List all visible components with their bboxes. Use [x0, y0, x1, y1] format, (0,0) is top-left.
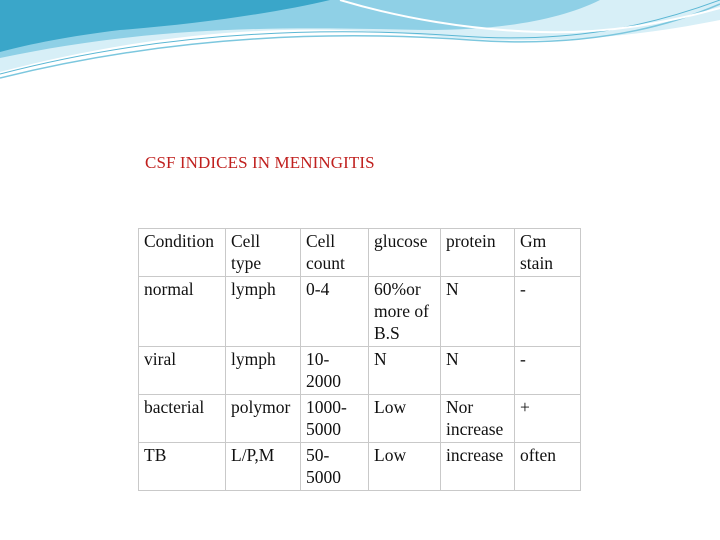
table-cell: Nor increase: [441, 395, 515, 443]
header-cell-condition: Condition: [139, 229, 226, 277]
table-cell: lymph: [226, 277, 301, 347]
table-cell: often: [515, 443, 581, 491]
table-cell: lymph: [226, 347, 301, 395]
table-row-bacterial: [139, 395, 581, 443]
table-cell: -: [515, 277, 581, 347]
table-cell: Low: [369, 395, 441, 443]
table-cell: +: [515, 395, 581, 443]
header-wave-decoration: [0, 0, 720, 90]
table-cell: bacterial: [139, 395, 226, 443]
header-cell-cell-type: Cell type: [226, 229, 301, 277]
table-row-normal: [139, 277, 581, 347]
header-cell-gm-stain: Gm stain: [515, 229, 581, 277]
table-header-row: [139, 229, 581, 277]
table-cell: Low: [369, 443, 441, 491]
table-cell: 60%or more of B.S: [369, 277, 441, 347]
table-cell: N: [441, 347, 515, 395]
table-cell: 50- 5000: [301, 443, 369, 491]
table-cell: viral: [139, 347, 226, 395]
slide-title: CSF INDICES IN MENINGITIS: [145, 153, 375, 172]
header-cell-glucose: glucose: [369, 229, 441, 277]
table-cell: 0-4: [301, 277, 369, 347]
table-cell: L/P,M: [226, 443, 301, 491]
header-cell-cell-count: Cell count: [301, 229, 369, 277]
table-cell: increase: [441, 443, 515, 491]
table-row-viral: [139, 347, 581, 395]
table-cell: 10- 2000: [301, 347, 369, 395]
table-cell: -: [515, 347, 581, 395]
table-cell: normal: [139, 277, 226, 347]
table-cell: TB: [139, 443, 226, 491]
csf-indices-table: [138, 228, 581, 491]
table-cell: N: [369, 347, 441, 395]
header-cell-protein: protein: [441, 229, 515, 277]
table-cell: N: [441, 277, 515, 347]
table-row-tb: [139, 443, 581, 491]
table-cell: 1000- 5000: [301, 395, 369, 443]
table-cell: polymor: [226, 395, 301, 443]
